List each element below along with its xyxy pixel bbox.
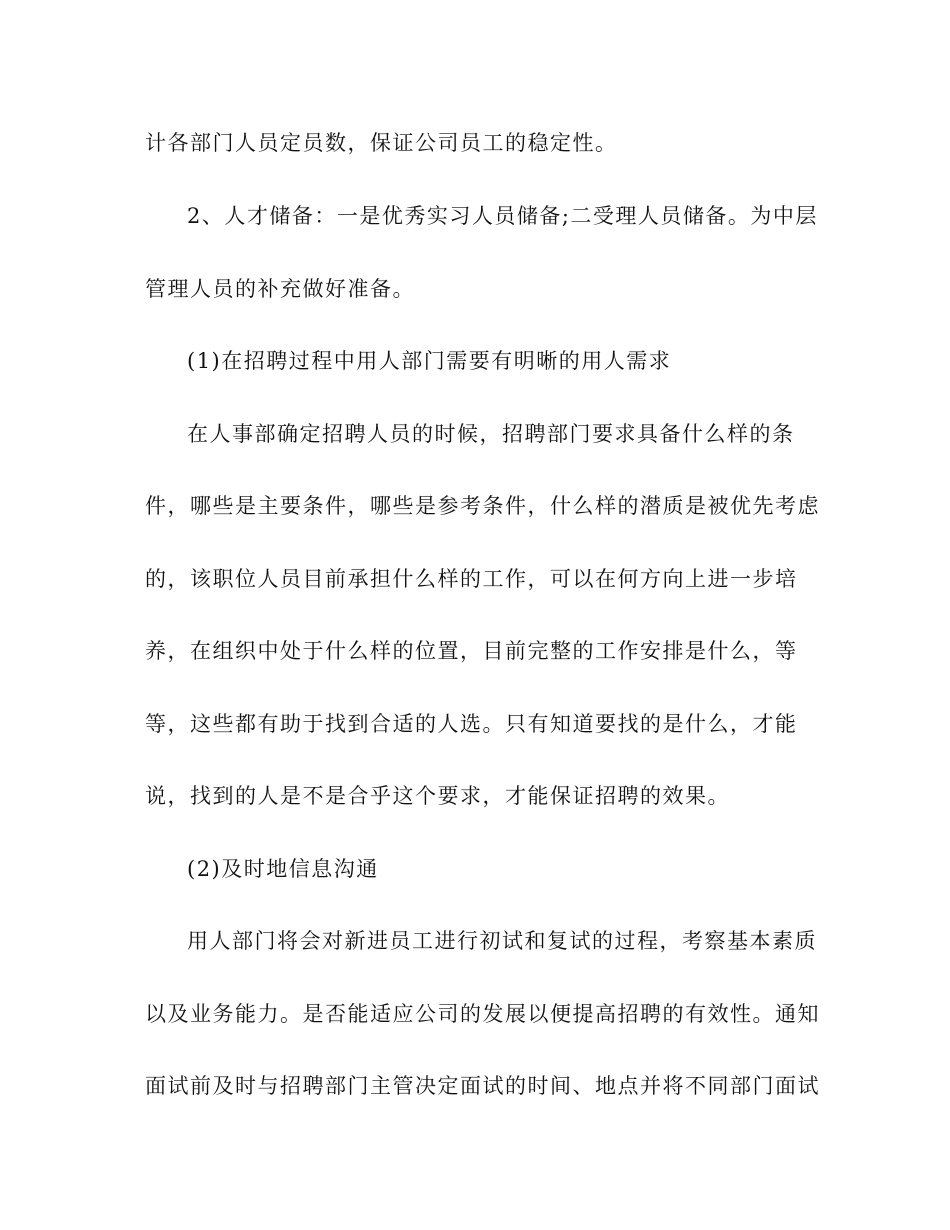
paragraph-line-continuation: 计各部门人员定员数，保证公司员工的稳定性。 xyxy=(145,131,618,155)
paragraph-line: 面试前及时与招聘部门主管决定面试的时间、地点并将不同部门面试 xyxy=(145,1074,820,1098)
section-heading-1: (1)在招聘过程中用人部门需要有明晰的用人需求 xyxy=(187,349,672,373)
paragraph-line: 等，这些都有助于找到合适的人选。只有知道要找的是什么，才能 xyxy=(145,712,798,736)
paragraph-line: 用人部门将会对新进员工进行初试和复试的过程，考察基本素质 xyxy=(187,929,817,953)
paragraph-line: 以及业务能力。是否能适应公司的发展以便提高招聘的有效性。通知 xyxy=(145,1002,820,1026)
paragraph-line: 件，哪些是主要条件，哪些是参考条件，什么样的潜质是被优先考虑 xyxy=(145,494,820,518)
paragraph-line: 的，该职位人员目前承担什么样的工作，可以在何方向上进一步培 xyxy=(145,567,798,591)
paragraph-line: 说，找到的人是不是合乎这个要求，才能保证招聘的效果。 xyxy=(145,784,730,808)
paragraph-line-talent-reserve: 2、人才储备：一是优秀实习人员储备;二受理人员储备。为中层 xyxy=(187,204,818,228)
paragraph-line: 在人事部确定招聘人员的时候，招聘部门要求具备什么样的条 xyxy=(187,422,795,446)
paragraph-line: 管理人员的补充做好准备。 xyxy=(145,277,415,301)
paragraph-line: 养，在组织中处于什么样的位置，目前完整的工作安排是什么，等 xyxy=(145,639,798,663)
section-heading-2: (2)及时地信息沟通 xyxy=(187,857,379,881)
